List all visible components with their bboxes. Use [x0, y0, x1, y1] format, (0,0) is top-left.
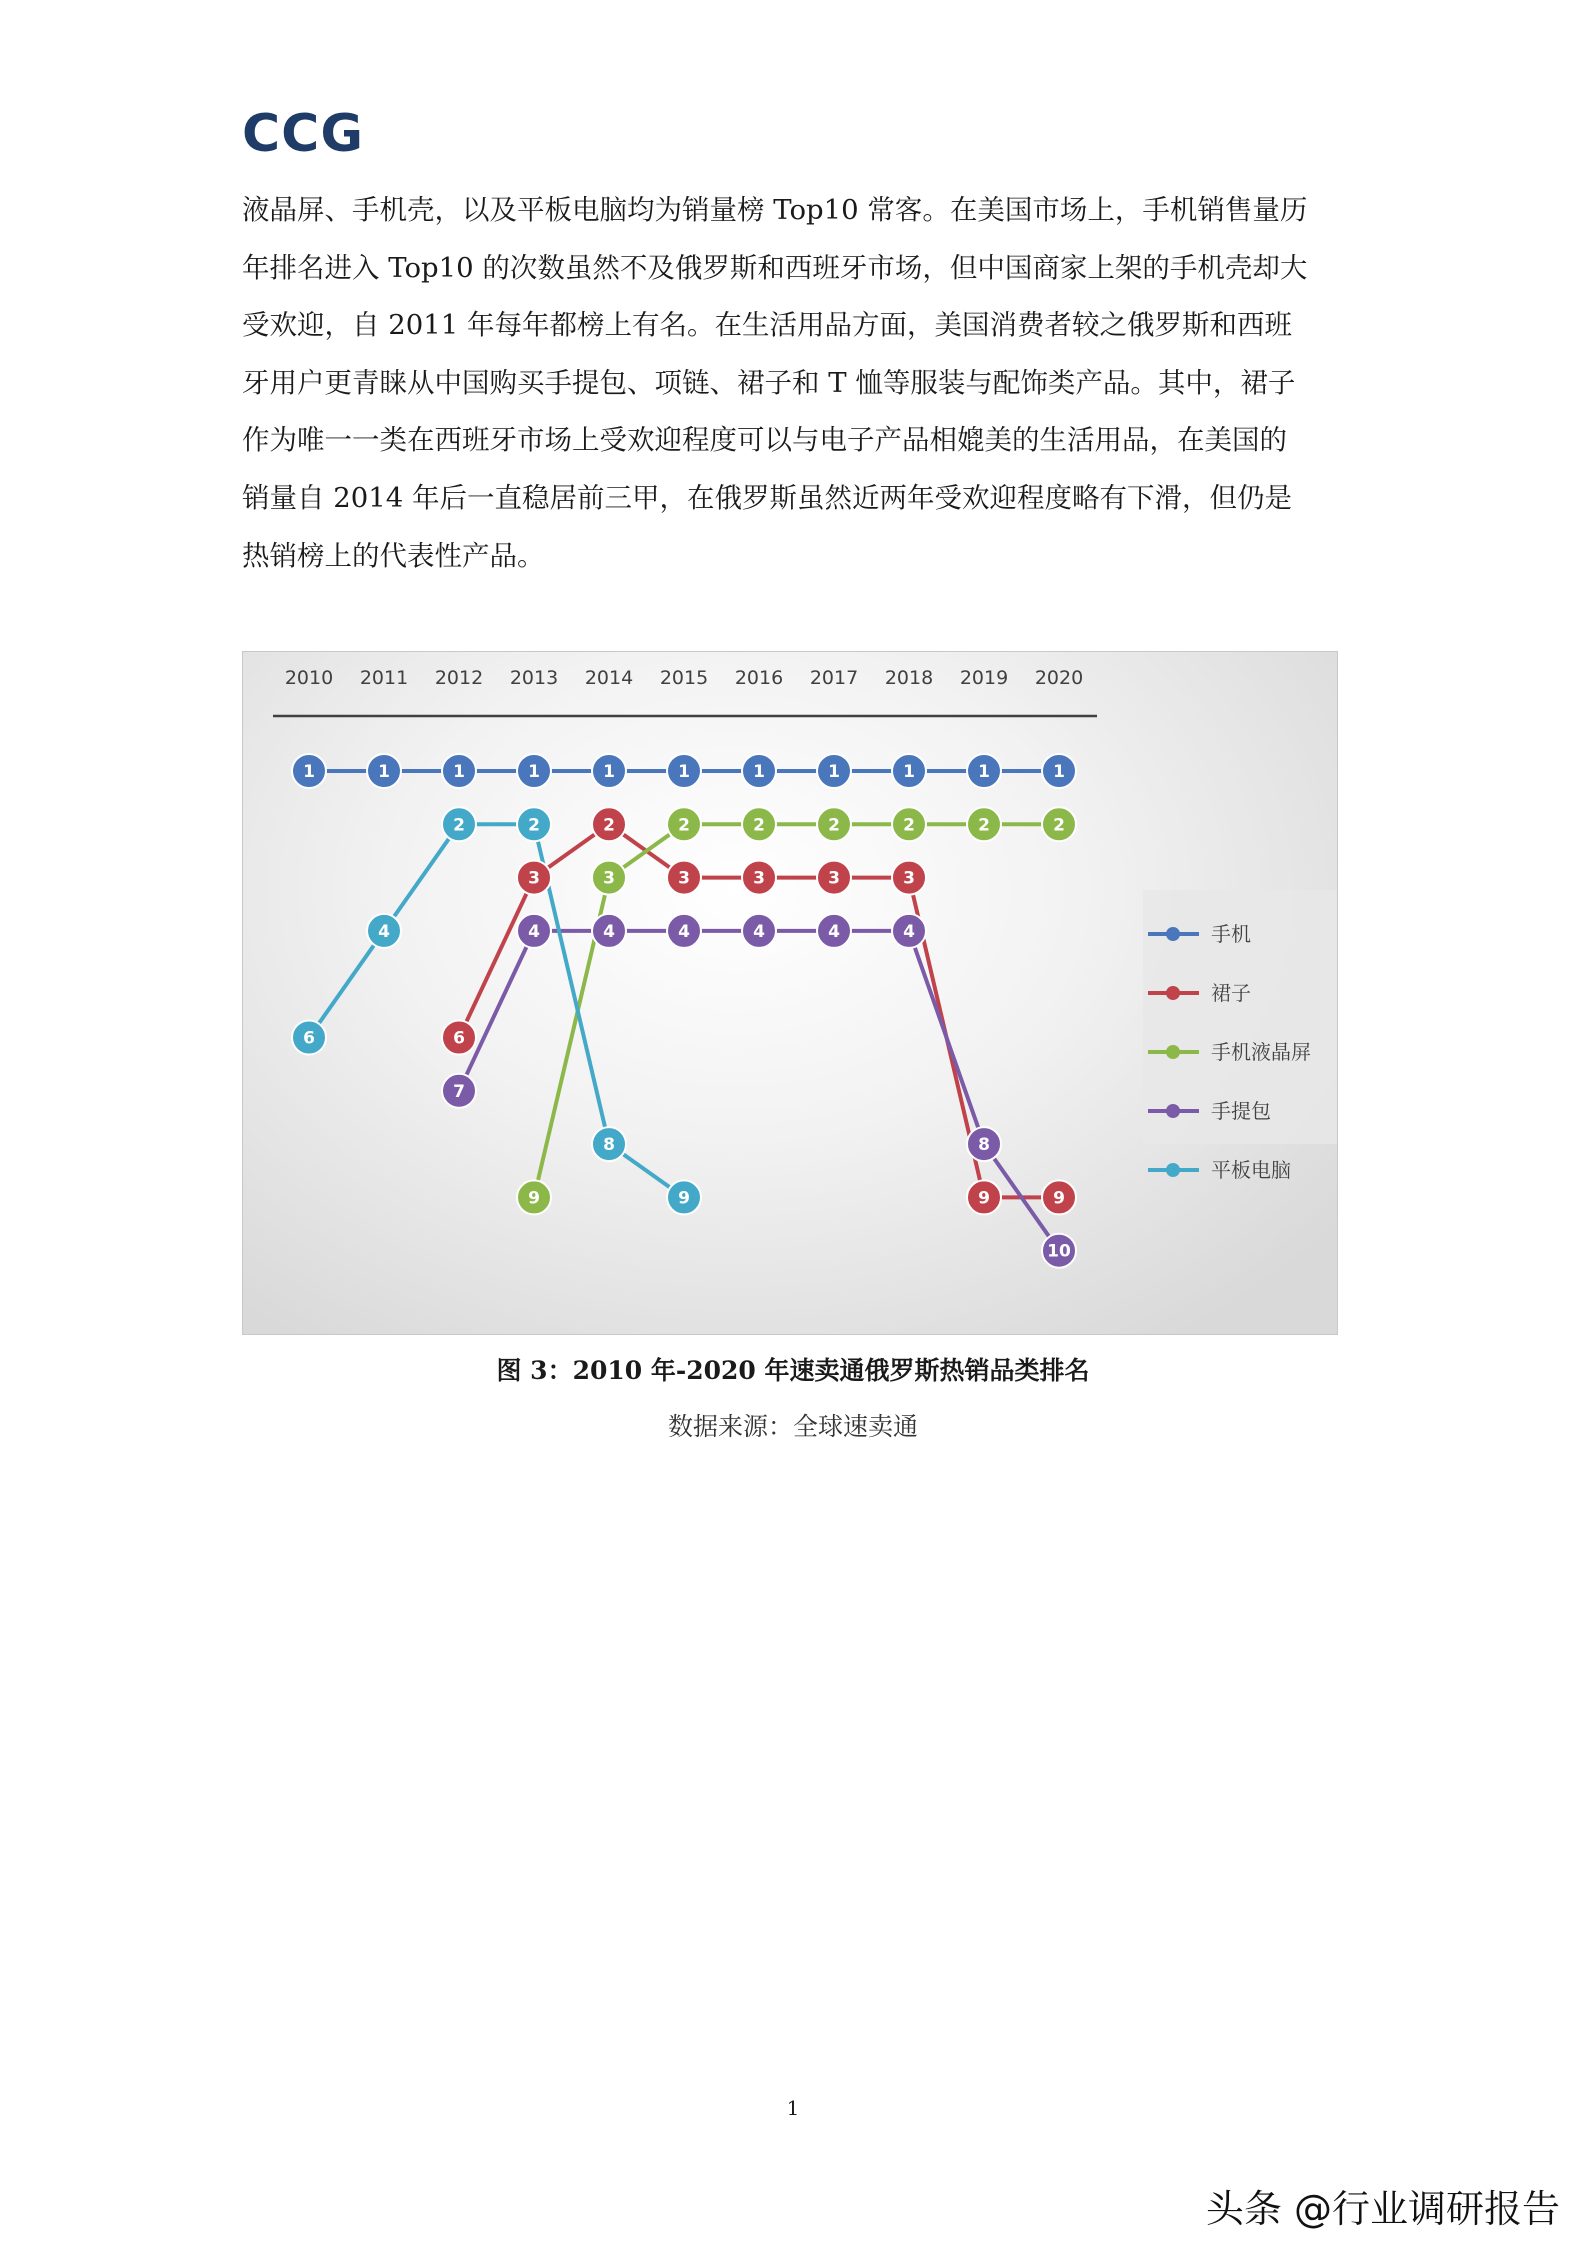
data-label: 1: [603, 762, 615, 782]
data-label: 7: [453, 1081, 465, 1102]
x-tick-label: 2017: [809, 667, 859, 689]
paragraph-line: 牙用户更青睐从中国购买手提包、项链、裙子和 T 恤等服装与配饰类产品。其中，裙子: [242, 366, 1296, 399]
data-label: 8: [603, 1135, 615, 1156]
data-label: 4: [678, 921, 690, 942]
data-label: 1: [903, 762, 915, 782]
paragraph-line: 液晶屏、手机壳，以及平板电脑均为销量榜 Top10 常客。在美国市场上，手机销售量历: [242, 194, 1308, 226]
figure-source: 数据来源：全球速卖通: [667, 1412, 918, 1441]
legend-swatch-dot: [1166, 1104, 1180, 1118]
paragraph-line: 受欢迎，自 2011 年每年都榜上有名。在生活用品方面，美国消费者较之俄罗斯和西班: [242, 309, 1292, 342]
x-tick-label: 2014: [584, 667, 634, 689]
data-label: 2: [528, 815, 540, 836]
x-tick-label: 2011: [359, 667, 409, 689]
paragraph-line: 销量自 2014 年后一直稳居前三甲，在俄罗斯虽然近两年受欢迎程度略有下滑，但仍是: [242, 481, 1292, 514]
data-label: 4: [828, 921, 840, 942]
data-label: 2: [453, 815, 465, 836]
data-label: 1: [453, 762, 465, 782]
data-label: 6: [303, 1028, 315, 1049]
data-label: 3: [678, 868, 690, 889]
paragraph-line: 热销榜上的代表性产品。: [242, 539, 545, 572]
x-tick-label: 2012: [434, 667, 484, 689]
legend-swatch-dot: [1166, 927, 1180, 941]
watermark: 头条 @行业调研报告: [1205, 2187, 1560, 2231]
figure-caption: 图 3：2010 年-2020 年速卖通俄罗斯热销品类排名: [496, 1356, 1090, 1385]
legend-label: 平板电脑: [1211, 1158, 1291, 1182]
data-label: 2: [828, 815, 840, 836]
data-label: 4: [753, 921, 765, 942]
data-label: 1: [678, 762, 690, 782]
data-label: 9: [1053, 1188, 1065, 1209]
data-label: 2: [678, 815, 690, 836]
x-tick-label: 2016: [734, 667, 784, 689]
x-tick-label: 2013: [509, 667, 559, 689]
x-tick-label: 2015: [659, 667, 709, 689]
data-label: 8: [978, 1135, 990, 1156]
legend-swatch-dot: [1166, 1045, 1180, 1059]
data-label: 3: [828, 868, 840, 889]
data-label: 1: [303, 762, 315, 782]
data-label: 3: [903, 868, 915, 889]
x-tick-label: 2018: [884, 667, 934, 689]
data-label: 2: [603, 815, 615, 836]
data-label: 3: [528, 868, 540, 889]
data-label: 3: [753, 868, 765, 889]
data-label: 2: [903, 815, 915, 836]
data-label: 10: [1047, 1241, 1071, 1262]
data-label: 4: [903, 921, 915, 942]
data-label: 1: [828, 762, 840, 782]
data-label: 9: [978, 1188, 990, 1209]
data-label: 9: [528, 1188, 540, 1209]
body-paragraph: [242, 182, 1354, 585]
rank-chart: [242, 651, 1338, 1335]
data-label: 1: [978, 762, 990, 782]
x-tick-label: 2010: [284, 667, 334, 689]
rank-chart-svg: [243, 652, 1337, 1334]
legend-swatch-dot: [1166, 1163, 1180, 1177]
x-tick-label: 2020: [1034, 667, 1084, 689]
data-label: 2: [978, 815, 990, 836]
legend-label: 手机: [1211, 922, 1251, 946]
data-label: 3: [603, 868, 615, 889]
data-label: 4: [378, 921, 390, 942]
legend-label: 裙子: [1211, 981, 1251, 1005]
data-label: 1: [528, 762, 540, 782]
data-label: 1: [378, 762, 390, 782]
data-label: 4: [528, 921, 540, 942]
data-label: 4: [603, 921, 615, 942]
data-label: 2: [753, 815, 765, 836]
data-label: 1: [1053, 762, 1065, 782]
legend-swatch-dot: [1166, 986, 1180, 1000]
legend-label: 手提包: [1211, 1099, 1271, 1123]
ccg-logo: CCG: [242, 104, 365, 164]
paragraph-line: 年排名进入 Top10 的次数虽然不及俄罗斯和西班牙市场，但中国商家上架的手机壳却大: [242, 251, 1308, 284]
data-label: 6: [453, 1028, 465, 1049]
page-number: 1: [786, 2096, 800, 2120]
x-tick-label: 2019: [959, 667, 1009, 689]
data-label: 1: [753, 762, 765, 782]
legend-label: 手机液晶屏: [1211, 1040, 1311, 1064]
data-label: 2: [1053, 815, 1065, 836]
data-label: 9: [678, 1188, 690, 1209]
paragraph-line: 作为唯一一类在西班牙市场上受欢迎程度可以与电子产品相媲美的生活用品，在美国的: [242, 424, 1287, 457]
